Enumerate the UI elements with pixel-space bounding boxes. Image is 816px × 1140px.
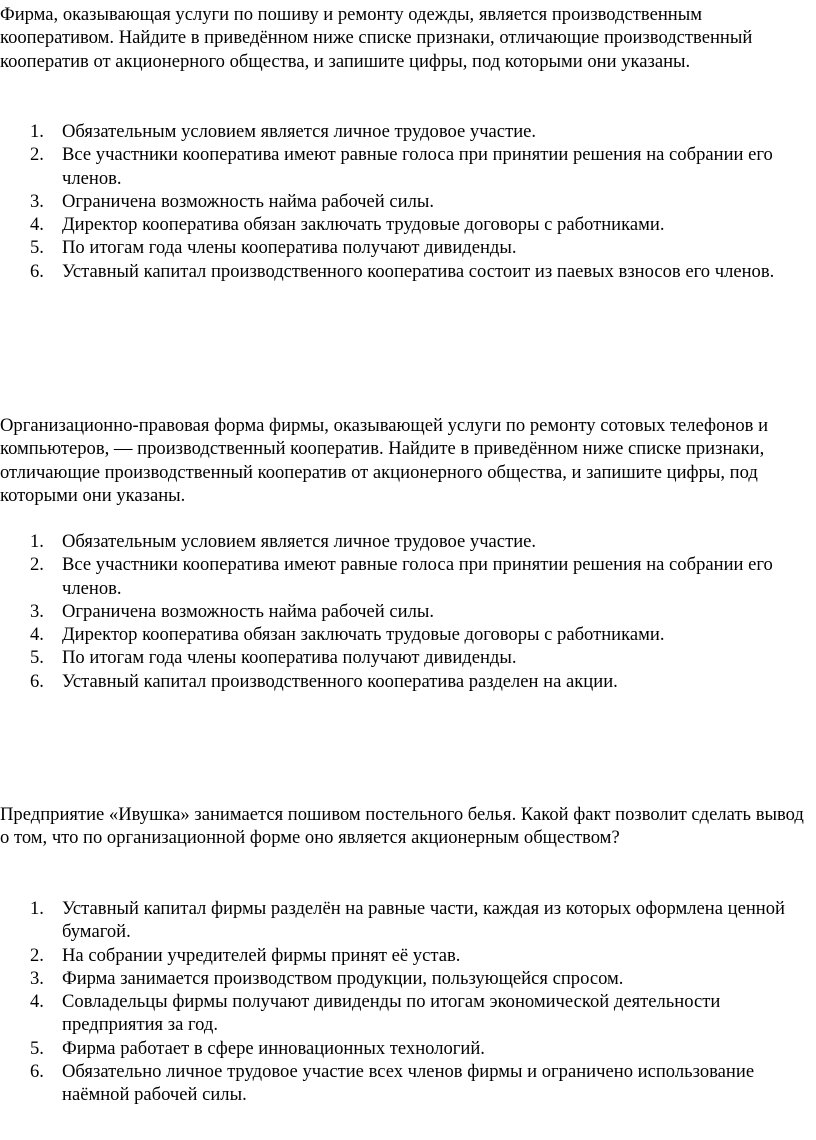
item-text: Уставный капитал производственного кооператива состоит из паевых взносов его членов. bbox=[62, 260, 775, 282]
item-number: 5. bbox=[30, 237, 44, 259]
list-item bbox=[0, 143, 812, 190]
list-item bbox=[0, 897, 812, 944]
question-text: Фирма, оказывающая услуги по пошиву и ремонту одежды, является производственным кооперативом. Найдите в приведённом ниже списке признаки, отличающие производственный кооператив от акционерного общества, и запишите цифры, под которыми они указаны. bbox=[0, 4, 753, 72]
item-number: 1. bbox=[30, 531, 44, 552]
item-number: 2. bbox=[30, 554, 44, 576]
item-number: 6. bbox=[30, 670, 44, 692]
question-text: Предприятие «Ивушка» занимается пошивом постельного белья. Какой факт позволит сделать вывод о том, что по организационной форме оно является акционерным обществом? bbox=[0, 804, 804, 849]
item-text: По итогам года члены кооператива получают дивиденды. bbox=[62, 237, 517, 259]
item-number: 6. bbox=[30, 1061, 44, 1083]
item-text: На собрании учредителей фирмы принят её устав. bbox=[62, 944, 461, 966]
list-item bbox=[0, 120, 812, 143]
options-list bbox=[0, 897, 812, 1107]
question-text: Организационно-правовая форма фирмы, оказывающей услуги по ремонту сотовых телефонов и компьютеров, — производственный кооператив. Найдите в приведённом ниже списке признаки, отличающие производственный кооператив от акционерного общества, и запишите цифры, под которыми они указаны. bbox=[0, 415, 769, 506]
item-number: 3. bbox=[30, 190, 44, 212]
item-text: Директор кооператива обязан заключать трудовые договоры с работниками. bbox=[62, 624, 665, 646]
item-number: 4. bbox=[30, 214, 44, 236]
question-1 bbox=[0, 3, 812, 282]
options-list bbox=[0, 120, 812, 283]
item-number: 2. bbox=[30, 144, 44, 166]
item-number: 5. bbox=[30, 1037, 44, 1059]
list-item bbox=[0, 260, 812, 283]
list-item bbox=[0, 1060, 812, 1107]
item-number: 1. bbox=[30, 898, 44, 919]
item-number: 3. bbox=[30, 967, 44, 989]
list-item bbox=[0, 213, 812, 236]
item-number: 3. bbox=[30, 600, 44, 622]
list-item bbox=[0, 553, 812, 600]
item-text: Фирма работает в сфере инновационных технологий. bbox=[62, 1037, 485, 1059]
list-item bbox=[0, 600, 812, 623]
item-text: Фирма занимается производством продукции, пользующейся спросом. bbox=[62, 967, 624, 989]
item-text: Обязательным условием является личное трудовое участие. bbox=[62, 121, 537, 142]
item-text: По итогам года члены кооператива получают дивиденды. bbox=[62, 647, 517, 669]
item-number: 6. bbox=[30, 260, 44, 282]
item-number: 1. bbox=[30, 121, 44, 142]
item-text: Обязательно личное трудовое участие всех членов фирмы и ограничено использование наёмной рабочей силы. bbox=[62, 1061, 755, 1106]
item-number: 5. bbox=[30, 647, 44, 669]
list-item bbox=[0, 1037, 812, 1060]
item-text: Все участники кооператива имеют равные голоса при принятии решения на собрании его членов. bbox=[62, 144, 773, 189]
list-item bbox=[0, 944, 812, 967]
list-item bbox=[0, 530, 812, 553]
question-2 bbox=[0, 414, 812, 692]
item-number: 2. bbox=[30, 944, 44, 966]
item-text: Совладельцы фирмы получают дивиденды по итогам экономической деятельности предприятия за год. bbox=[62, 991, 721, 1036]
list-item bbox=[0, 967, 812, 990]
item-text: Обязательным условием является личное трудовое участие. bbox=[62, 531, 537, 552]
list-item bbox=[0, 623, 812, 646]
item-text: Все участники кооператива имеют равные голоса при принятии решения на собрании его членов. bbox=[62, 554, 773, 599]
list-item bbox=[0, 990, 812, 1037]
item-text: Уставный капитал фирмы разделён на равные части, каждая из которых оформлена ценной бумагой. bbox=[62, 898, 785, 943]
item-number: 4. bbox=[30, 624, 44, 646]
item-text: Директор кооператива обязан заключать трудовые договоры с работниками. bbox=[62, 214, 665, 236]
options-list bbox=[0, 530, 812, 693]
item-text: Уставный капитал производственного кооператива разделен на акции. bbox=[62, 670, 618, 692]
item-text: Ограничена возможность найма рабочей силы. bbox=[62, 600, 435, 622]
list-item bbox=[0, 646, 812, 669]
item-number: 4. bbox=[30, 991, 44, 1013]
question-3 bbox=[0, 803, 812, 1106]
list-item bbox=[0, 236, 812, 259]
list-item bbox=[0, 670, 812, 693]
list-item bbox=[0, 190, 812, 213]
item-text: Ограничена возможность найма рабочей силы. bbox=[62, 190, 435, 212]
